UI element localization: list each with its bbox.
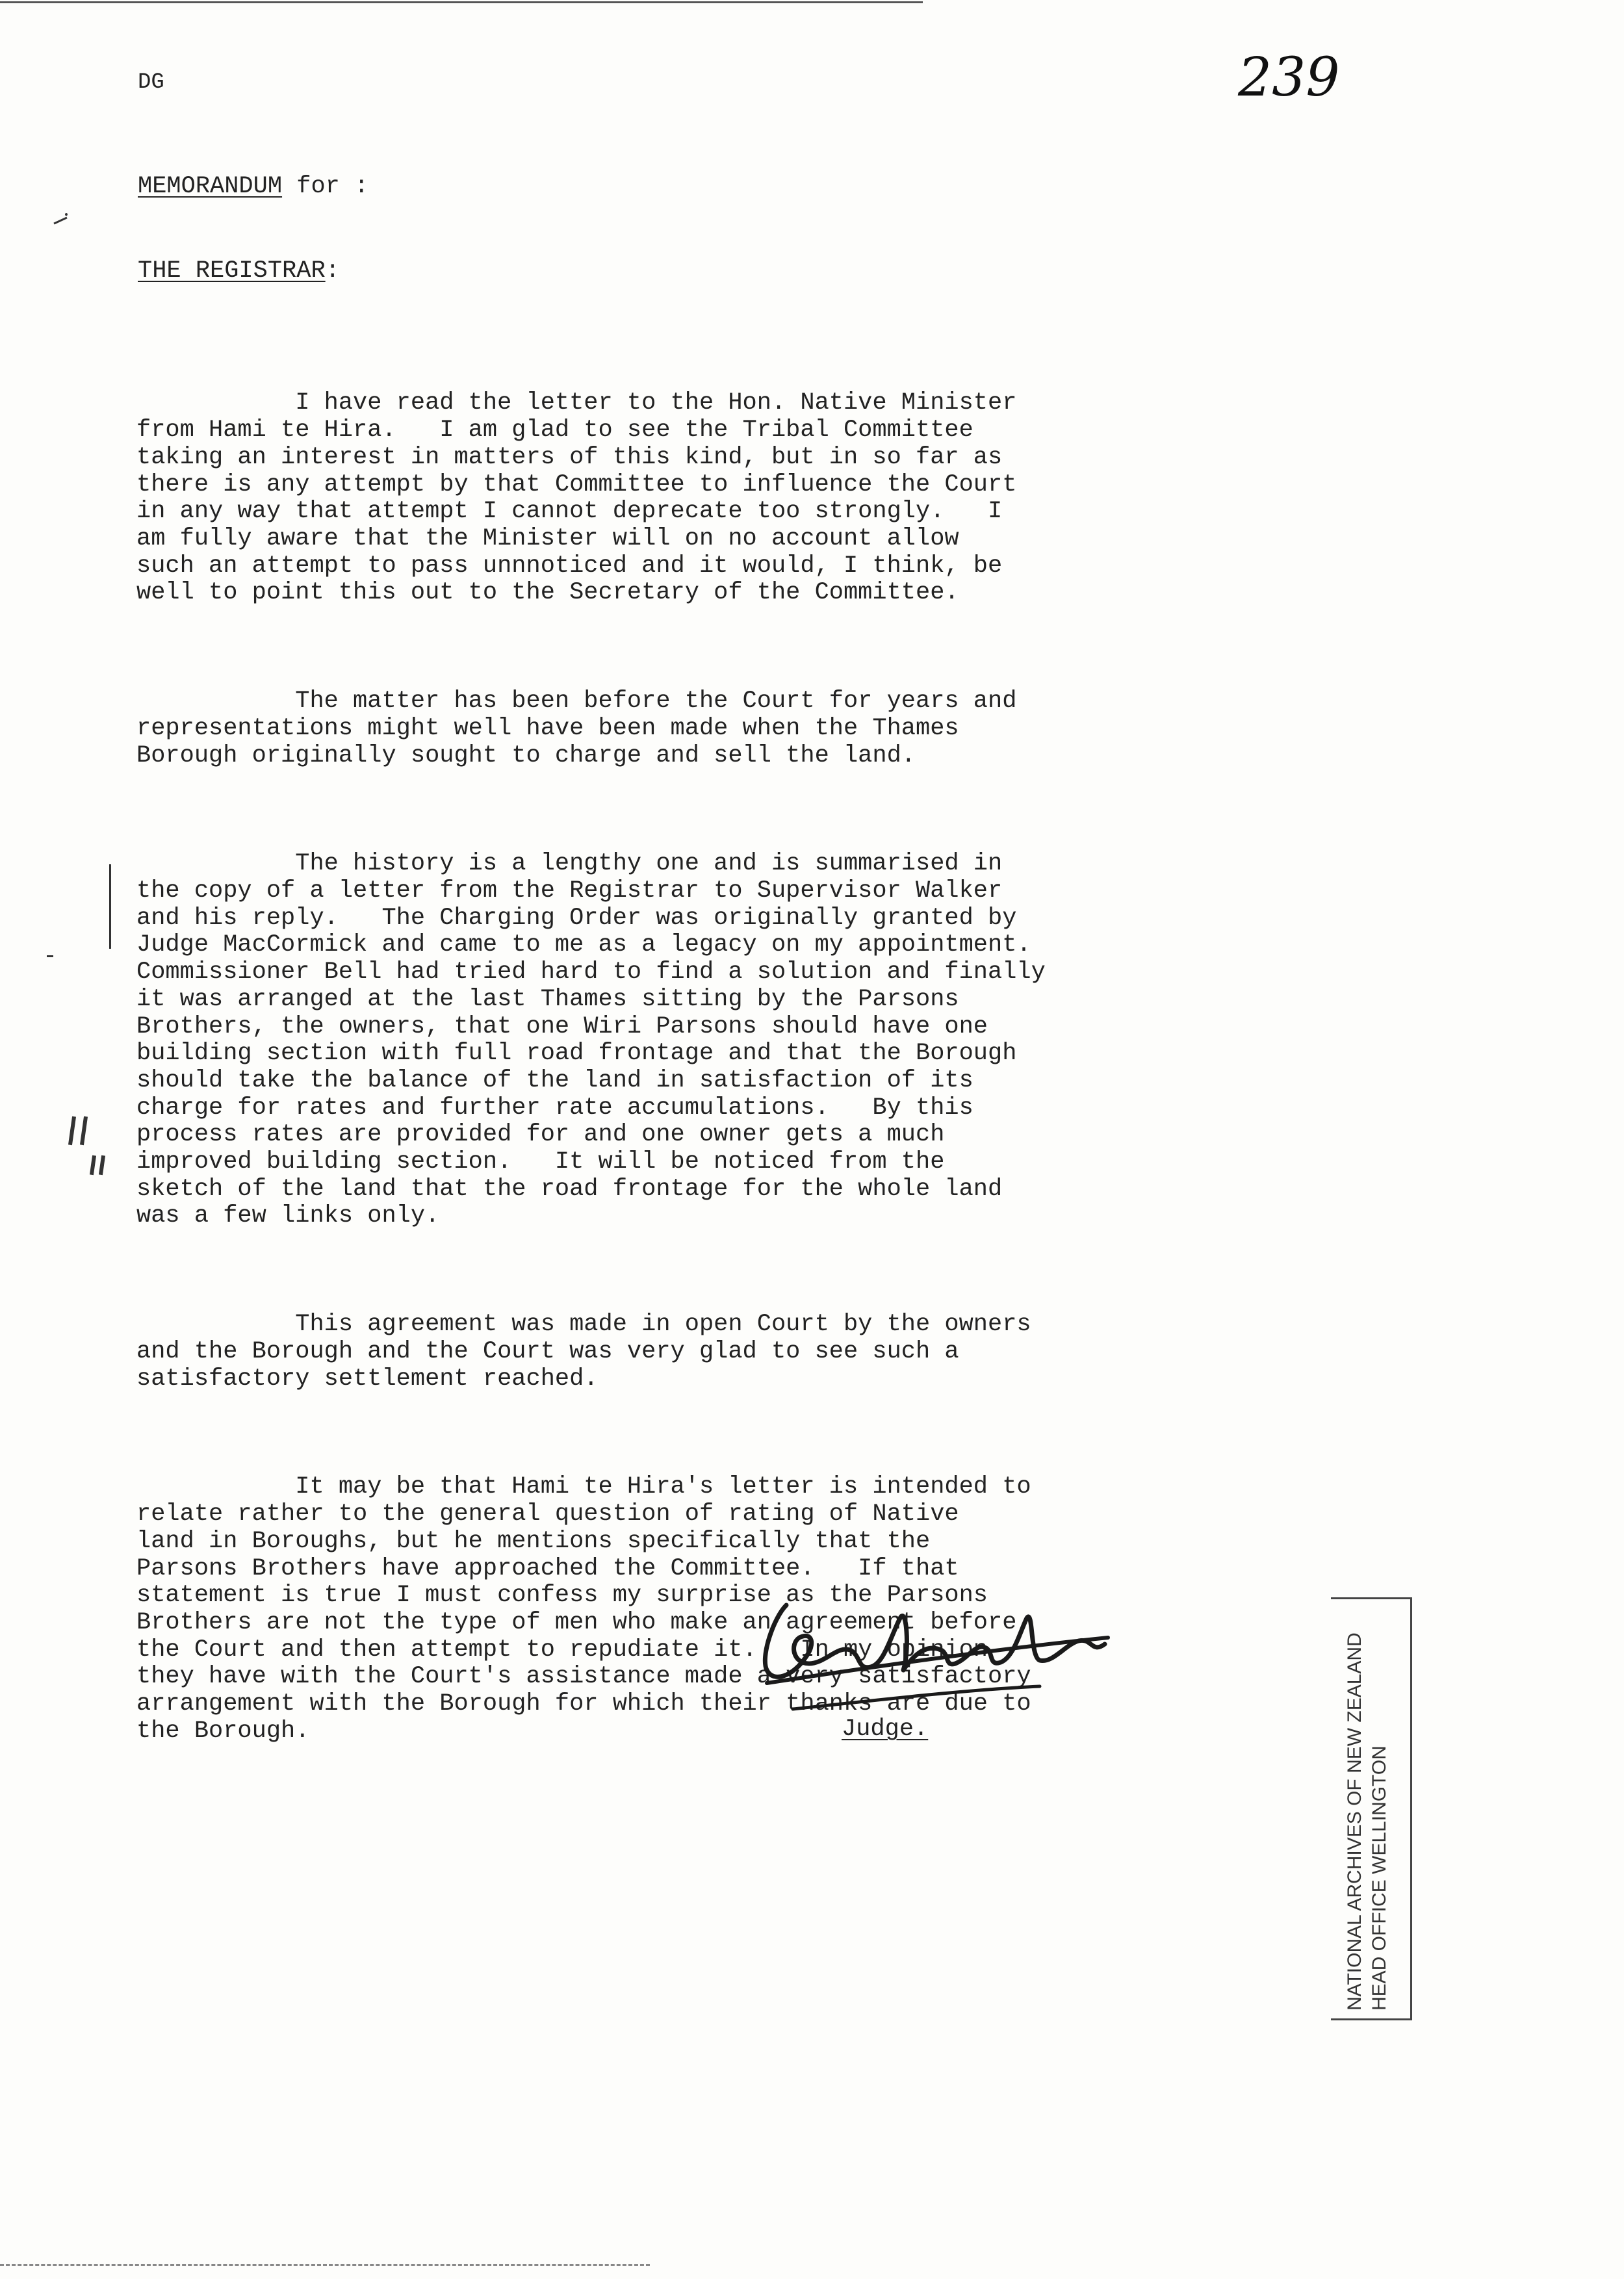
- recipient-name: THE REGISTRAR: [138, 257, 326, 285]
- paragraph: The matter has been before the Court for years and representations might well have been made when the Thames Borough originally sought to charge and sell the land.: [136, 688, 1017, 769]
- signer-title: Judge.: [842, 1716, 929, 1743]
- bottom-edge-rule: [0, 2264, 650, 2266]
- stamp-line-2: HEAD OFFICE WELLINGTON: [1369, 1745, 1390, 2011]
- handwritten-page-number: 239: [1238, 47, 1340, 109]
- paragraph: It may be that Hami te Hira's letter is intended to relate rather to the general question of rating of Native land in Boroughs, but he mentions specifically that the Parsons Brothers have approached the Committee. If that statement is true I must confess my surprise as the Parsons Brothers are not the type of men who make an agreement before the Court and then attempt to repudiate it. In my opinion they have with the Court's assistance made a very satisfactory arrangement with the Borough for which their thanks are due to the Borough.: [136, 1473, 1031, 1745]
- memo-label: MEMORANDUM: [138, 173, 283, 200]
- paragraph: I have read the letter to the Hon. Native Minister from Hami te Hira. I am glad to see the Tribal Committee taking an interest in matters of this kind, but in so far as there is any attempt by that Committee to influence the Court in any way that attempt I cannot deprecate too strongly. I am fully aware that the Minister will on no account allow such an attempt to pass unnnoticed and it would, I think, be well to point this out to the Secretary of the Committee.: [136, 389, 1017, 607]
- recipient-suffix: :: [325, 257, 340, 285]
- memo-heading: [138, 173, 368, 200]
- memo-recipient: [138, 257, 340, 285]
- margin-tick-marks: [80, 1116, 88, 1145]
- margin-mark: [53, 216, 67, 224]
- margin-bracket-line: [109, 864, 111, 949]
- memo-label-suffix: for :: [282, 173, 369, 200]
- margin-tick-marks: [90, 1155, 96, 1176]
- margin-mark: [65, 213, 68, 216]
- file-initials: DG: [138, 70, 164, 95]
- margin-tick-marks: [99, 1155, 105, 1176]
- paragraph: The history is a lengthy one and is summarised in the copy of a letter from the Registrar to Supervisor Walker and his reply. The Charging Order was originally granted by Judge MacCormick and came to me as a legacy on my appointment. Commissioner Bell had tried hard to find a solution and finally it was arranged at the last Thames sitting by the Parsons Brothers, the owners, that one Wiri Parsons should have one building section with full road frontage and that the Borough should take the balance of the land in satisfaction of its charge for rates and further rate accumulations. By this process rates are provided for and one owner gets a much improved building section. It will be noticed from the sketch of the land that the road frontage for the whole land was a few links only.: [136, 850, 1046, 1230]
- margin-mark: [47, 955, 53, 957]
- stamp-line-1: NATIONAL ARCHIVES OF NEW ZEALAND: [1344, 1632, 1365, 2011]
- archives-stamp-text: [1336, 1599, 1415, 2018]
- margin-tick-marks: [68, 1116, 76, 1145]
- paragraph: This agreement was made in open Court by the owners and the Borough and the Court was very glad to see such a satisfactory settlement reached.: [136, 1311, 1031, 1393]
- top-edge-rule: [0, 1, 923, 3]
- handwritten-signature: [754, 1579, 1118, 1722]
- archives-stamp: [1331, 1597, 1412, 2020]
